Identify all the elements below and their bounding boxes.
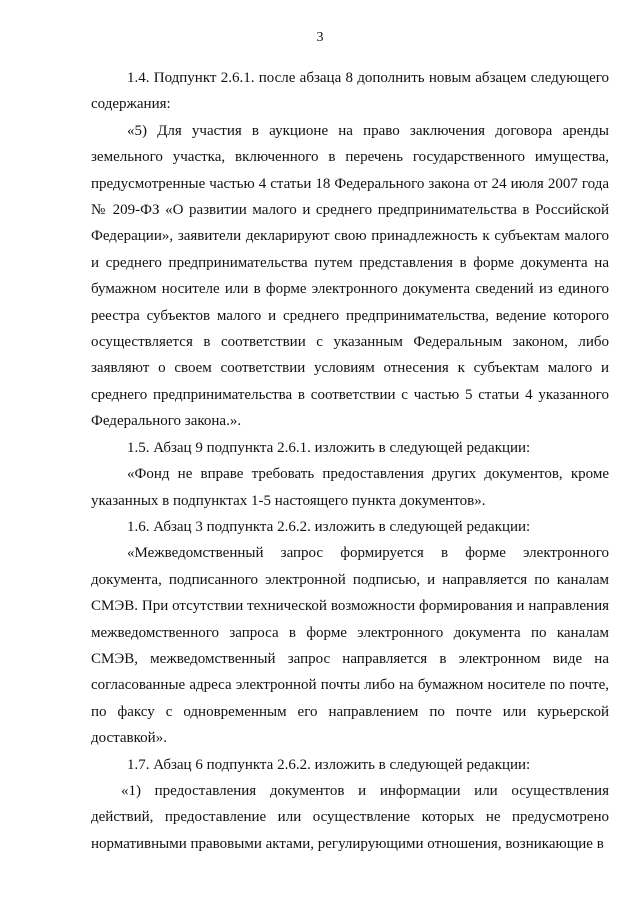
page-number: 3 [316,30,324,45]
paragraph-fund-clause: «Фонд не вправе требовать предоставления других документов, кроме указанных в подпунктах 1-5 настоящего пункта документов». [91,466,609,509]
paragraph-clause-5: «5) Для участия в аукционе на право заключения договора аренды земельного участка, включенного в перечень государственного имущества, предусмотренные частью 4 статьи 18 Федерального закона от 24 июля 2007 года № 209-ФЗ «О развитии малого и среднего предпринимательства в Российской Федерации», заявители декларируют свою принадлежность к субъектам малого и среднего предпринимательства путем представления в форме документа на бумажном носителе или в форме электронного документа сведений из единого реестра субъектов малого и среднего предпринимательства, ведение которого осуществляется в соответствии с указанным Федеральным законом, либо заявляют о своем соответствии условиям отнесения к субъектам малого и среднего предпринимательства в соответствии с частью 5 статьи 4 указанного Федерального закона.». [91,122,609,430]
paragraph-interagency-request: «Межведомственный запрос формируется в форме электронного документа, подписанного электронной подписью, и направляется по каналам СМЭВ. При отсутствии технической возможности формирования и направления межведомственного запроса в форме электронного документа по каналам СМЭВ, межведомственный запрос направляется в электронном виде на согласованные адреса электронной почты либо на бумажном носителе по почте, по факсу с одновременным его направлением по почте или курьерской доставкой». [91,545,609,747]
paragraph-clause-1: «1) предоставления документов и информации или осуществления действий, предоставление или осуществление которых не предусмотрено нормативными правовыми актами, регулирующими отношения, возникающие в [91,782,609,852]
paragraph-1-6: 1.6. Абзац 3 подпункта 2.6.2. изложить в следующей редакции: [127,518,531,535]
paragraph-1-5: 1.5. Абзац 9 подпункта 2.6.1. изложить в следующей редакции: [127,439,531,456]
document-body [91,65,609,857]
paragraph-1-7: 1.7. Абзац 6 подпункта 2.6.2. изложить в следующей редакции: [127,756,531,773]
paragraph-1-4: 1.4. Подпункт 2.6.1. после абзаца 8 дополнить новым абзацем следующего содержания: [91,70,609,113]
